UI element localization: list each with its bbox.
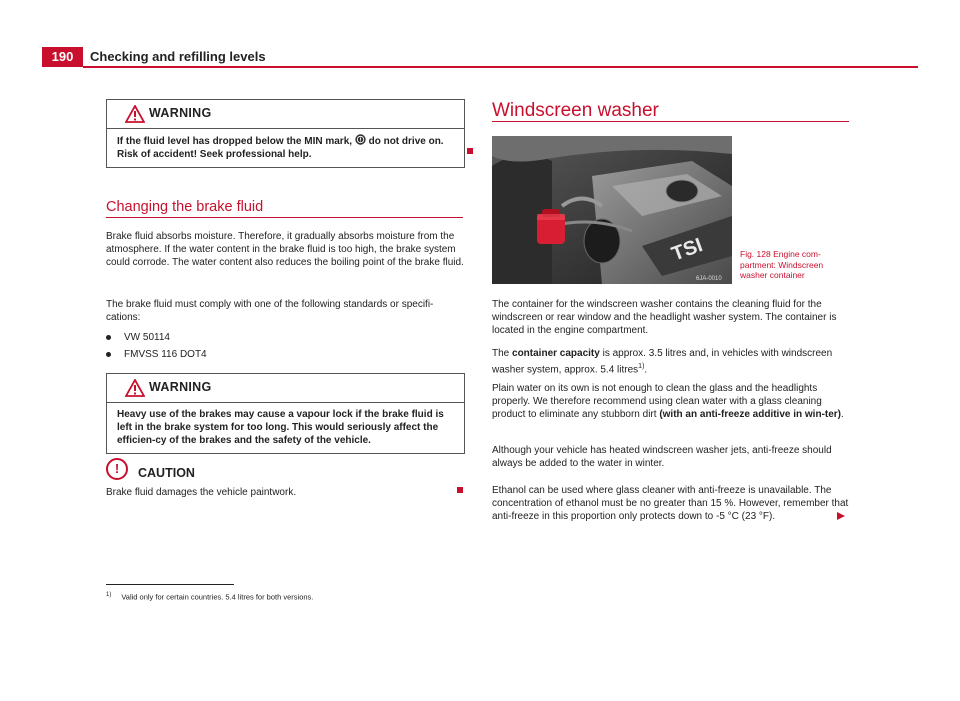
windscreen-paragraph-3 [492,382,850,421]
warning-box-brake-level [106,99,465,168]
warning-text-part: If the fluid level has dropped below the MIN mark, [117,136,355,147]
warning-label: WARNING [149,380,212,394]
warning-text: Heavy use of the brakes may cause a vapour lock if the brake fluid is left in the brake system for too long. This would seriously affect the efficien-cy of the brakes and the safety of the vehicle. [117,409,444,446]
page-header-title: Checking and refilling levels [90,49,266,64]
engine-compartment-image [492,136,732,284]
section-end-marker [457,487,463,493]
footnote-rule [106,584,234,585]
bullet-dot [106,352,111,357]
warning-box-vapour-lock [106,373,465,454]
warning-triangle-icon [125,379,145,397]
anti-freeze-note: (with an anti-freeze additive in win-ter) [659,409,842,420]
header-rule [83,66,918,68]
footnote-mark: 1) [106,592,112,598]
windscreen-paragraph-5: Ethanol can be used where glass cleaner with anti-freeze is unavailable. The concentration of ethanol must be no greater than 15 %. However, remember that anti-freeze in this proportion only protects down to -5 °C (23 °F). [492,485,849,522]
windscreen-paragraph-4: Although your vehicle has heated windscreen washer jets, anti-freeze should always be added to the water in winter. [492,445,832,469]
footnote-text: Valid only for certain countries. 5.4 litres for both versions. [121,592,314,602]
text-span: Plain water on its own is not enough to clean the glass and the headlights properly. We therefore recommend using clean water with a glass cleaning product to eliminate any stubborn dirt [492,383,822,420]
caution-text: Brake fluid damages the vehicle paintwork. [106,487,297,498]
page-number: 190 [42,47,83,67]
brake-fluid-paragraph-2: The brake fluid must comply with one of the following standards or specifi-cations: [106,299,434,323]
figure-code: 6JA-0010 [696,276,722,282]
brake-fluid-paragraph-1: Brake fluid absorbs moisture. Therefore, it gradually absorbs moisture from the atmosphere. If the water content in the brake fluid is too high, the brake system could corrode. The water content also reduces the boiling point of the brake fluid. [106,231,464,268]
list-item-text: FMVSS 116 DOT4 [124,349,207,360]
text-span: is approx. 3.5 litres and, in vehicles with windscreen washer system, approx. 5.4 litres [492,348,833,376]
brake-warning-icon [355,134,366,145]
text-span: . [841,409,844,420]
figure-caption: Fig. 128 Engine com-partment: Windscreen washer container [740,249,824,280]
container-capacity-term: container capacity [512,348,600,359]
windscreen-paragraph-2 [492,347,850,376]
warning-text-part: do not drive on. Risk of accident! Seek professional help. [117,136,444,160]
section-title-windscreen-washer: Windscreen washer [492,100,659,121]
list-item-text: VW 50114 [124,332,170,343]
section-end-marker [467,148,473,154]
engine-illustration [492,136,732,284]
engine-badge-text: TSI [668,234,706,266]
text-span: . [644,364,648,376]
warning-header [107,374,464,403]
text-span: The [492,348,513,359]
section-title-brake-fluid: Changing the brake fluid [106,199,264,215]
warning-text [107,129,464,167]
footnote-ref: 1) [638,363,645,370]
caution-icon: ! [106,458,128,480]
list-item [106,331,406,345]
continue-arrow-icon [836,511,846,521]
caution-label: CAUTION [138,466,195,480]
footnote [106,590,313,603]
warning-header [107,100,464,129]
section-rule [106,217,463,218]
bullet-dot [106,335,111,340]
section-rule [492,121,849,122]
warning-label: WARNING [149,106,212,120]
list-item [106,348,406,362]
warning-triangle-icon [125,105,145,123]
windscreen-paragraph-1: The container for the windscreen washer contains the cleaning fluid for the windscreen or rear window and the headlight washer system. The container is located in the engine compartment. [492,299,837,336]
